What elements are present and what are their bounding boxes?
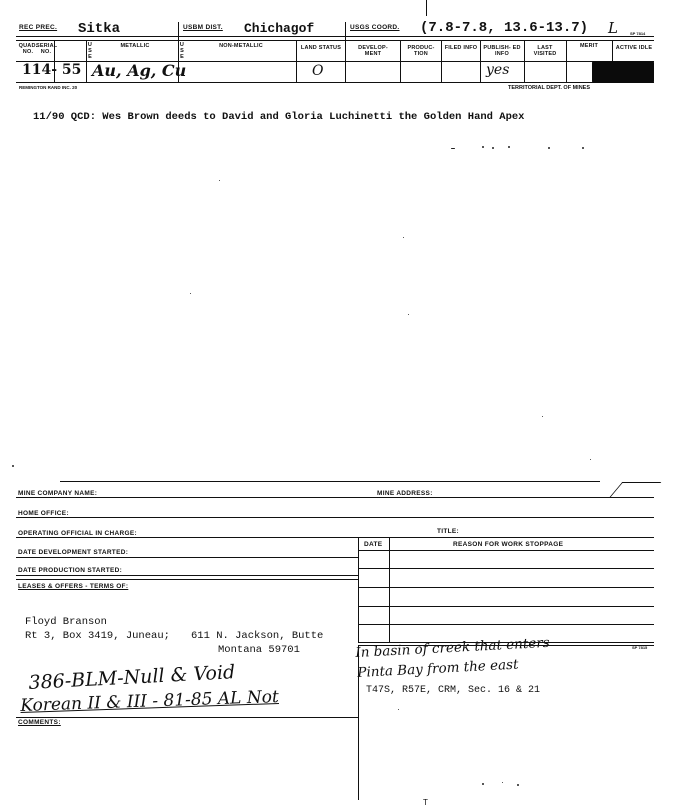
speck bbox=[482, 146, 484, 148]
location-handwritten-1: In basin of creek that enters bbox=[355, 634, 551, 661]
speck bbox=[502, 782, 503, 783]
prod-started-label: DATE PRODUCTION STARTED: bbox=[18, 567, 123, 574]
speck bbox=[219, 180, 220, 181]
usbm-value: Chichagof bbox=[244, 21, 315, 36]
location-typed: T47S, R57E, CRM, Sec. 16 & 21 bbox=[366, 685, 541, 696]
bottom-tick: T bbox=[423, 798, 428, 807]
speck bbox=[542, 416, 543, 417]
usbm-label: USBM DIST. bbox=[183, 24, 223, 31]
speck bbox=[590, 459, 591, 460]
rule bbox=[358, 606, 654, 607]
footer-right: TERRITORIAL DEPT. OF MINES bbox=[508, 85, 590, 91]
leases-label: LEASES & OFFERS - TERMS OF: bbox=[18, 583, 129, 590]
operating-label: OPERATING OFFICIAL IN CHARGE: bbox=[18, 530, 137, 537]
col-merit: MERIT bbox=[579, 43, 599, 49]
col-use-nonmetallic: U S E bbox=[179, 42, 185, 60]
col-use-metallic: U S E bbox=[87, 42, 93, 60]
rule bbox=[358, 568, 654, 569]
col-develop: DEVELOP- MENT bbox=[358, 45, 388, 57]
land-status-value: O bbox=[312, 63, 324, 79]
divider bbox=[566, 40, 567, 82]
handwritten-note-2: Korean II & III - 81-85 AL Not bbox=[20, 686, 280, 716]
speck bbox=[403, 237, 404, 238]
rule bbox=[358, 587, 654, 588]
divider bbox=[480, 40, 481, 82]
header-bottom-rule bbox=[16, 82, 654, 83]
reason-col-label: REASON FOR WORK STOPPAGE bbox=[453, 541, 564, 548]
handwritten-note-1: 386-BLM-Null & Void bbox=[28, 661, 236, 694]
home-office-label: HOME OFFICE: bbox=[18, 510, 69, 517]
divider bbox=[441, 40, 442, 82]
speck bbox=[398, 709, 399, 710]
speck bbox=[451, 148, 455, 149]
lower-top-rule bbox=[60, 481, 600, 482]
redaction-block bbox=[592, 61, 654, 83]
col-last-visited: LAST VISITED bbox=[533, 45, 557, 57]
owner-address-1: Rt 3, Box 3419, Juneau; bbox=[25, 630, 170, 642]
col-metallic: METALLIC bbox=[120, 43, 150, 49]
owner-name: Floyd Branson bbox=[25, 616, 107, 628]
footer-left: REMINGTON RAND INC. 20 bbox=[19, 85, 78, 90]
speck bbox=[508, 146, 510, 148]
header-mid-rule bbox=[16, 40, 654, 41]
dev-started-label: DATE DEVELOPMENT STARTED: bbox=[18, 549, 129, 556]
speck bbox=[482, 783, 484, 785]
rule bbox=[16, 575, 358, 576]
col-serial: SERIAL NO. bbox=[36, 43, 58, 55]
rule bbox=[16, 579, 358, 580]
divider bbox=[296, 40, 297, 82]
speck bbox=[582, 147, 584, 149]
quad-serial-value: 114- 55 bbox=[22, 62, 82, 78]
owner-address-3: Montana 59701 bbox=[218, 644, 300, 656]
top-center-tick bbox=[426, 0, 427, 16]
divider bbox=[400, 40, 401, 82]
rule bbox=[16, 557, 358, 558]
deed-note: 11/90 QCD: Wes Brown deeds to David and Gloria Luchinetti the Golden Hand Apex bbox=[33, 111, 525, 123]
date-col-label: DATE bbox=[364, 541, 383, 548]
col-land-status: LAND STATUS bbox=[300, 45, 342, 51]
stoppage-table bbox=[358, 537, 655, 642]
divider bbox=[345, 40, 346, 82]
col-published: PUBLISH- ED INFO bbox=[483, 45, 521, 57]
form-number-top: SP 7814 bbox=[630, 31, 646, 36]
rule bbox=[358, 624, 654, 625]
speck bbox=[408, 314, 409, 315]
usgs-label: USGS COORD. bbox=[350, 24, 400, 31]
col-active: ACTIVE IDLE bbox=[615, 45, 653, 51]
rule bbox=[16, 497, 654, 498]
lower-corner-mark bbox=[610, 482, 662, 497]
col-quad: QUAD. NO. bbox=[18, 43, 38, 55]
speck bbox=[12, 465, 14, 467]
rule bbox=[16, 517, 654, 518]
owner-address-2: 611 N. Jackson, Butte bbox=[191, 630, 324, 642]
speck bbox=[190, 293, 191, 294]
address-label: MINE ADDRESS: bbox=[377, 490, 433, 497]
speck bbox=[517, 784, 519, 786]
rec-prec-label: REC PREC. bbox=[19, 24, 58, 31]
corner-mark: L bbox=[608, 19, 618, 37]
comments-label: COMMENTS: bbox=[18, 719, 61, 726]
location-handwritten-2: Pinta Bay from the east bbox=[357, 656, 519, 681]
rule bbox=[358, 550, 654, 551]
divider bbox=[389, 537, 390, 642]
usgs-value: (7.8-7.8, 13.6-13.7) bbox=[420, 20, 589, 36]
form-number-lower: SP 7815 bbox=[632, 645, 648, 650]
metallic-value: Au, Ag, Cu bbox=[92, 61, 187, 80]
col-filed: FILED INFO bbox=[444, 45, 478, 51]
title-label: TITLE: bbox=[437, 528, 460, 535]
published-value: yes bbox=[486, 62, 510, 78]
divider bbox=[524, 40, 525, 82]
speck bbox=[548, 147, 550, 149]
col-production: PRODUC- TION bbox=[407, 45, 435, 57]
rule bbox=[16, 717, 358, 718]
col-nonmetallic: NON-METALLIC bbox=[219, 43, 263, 49]
company-label: MINE COMPANY NAME: bbox=[18, 490, 98, 497]
rec-prec-value: Sitka bbox=[78, 21, 121, 37]
speck bbox=[492, 147, 494, 149]
